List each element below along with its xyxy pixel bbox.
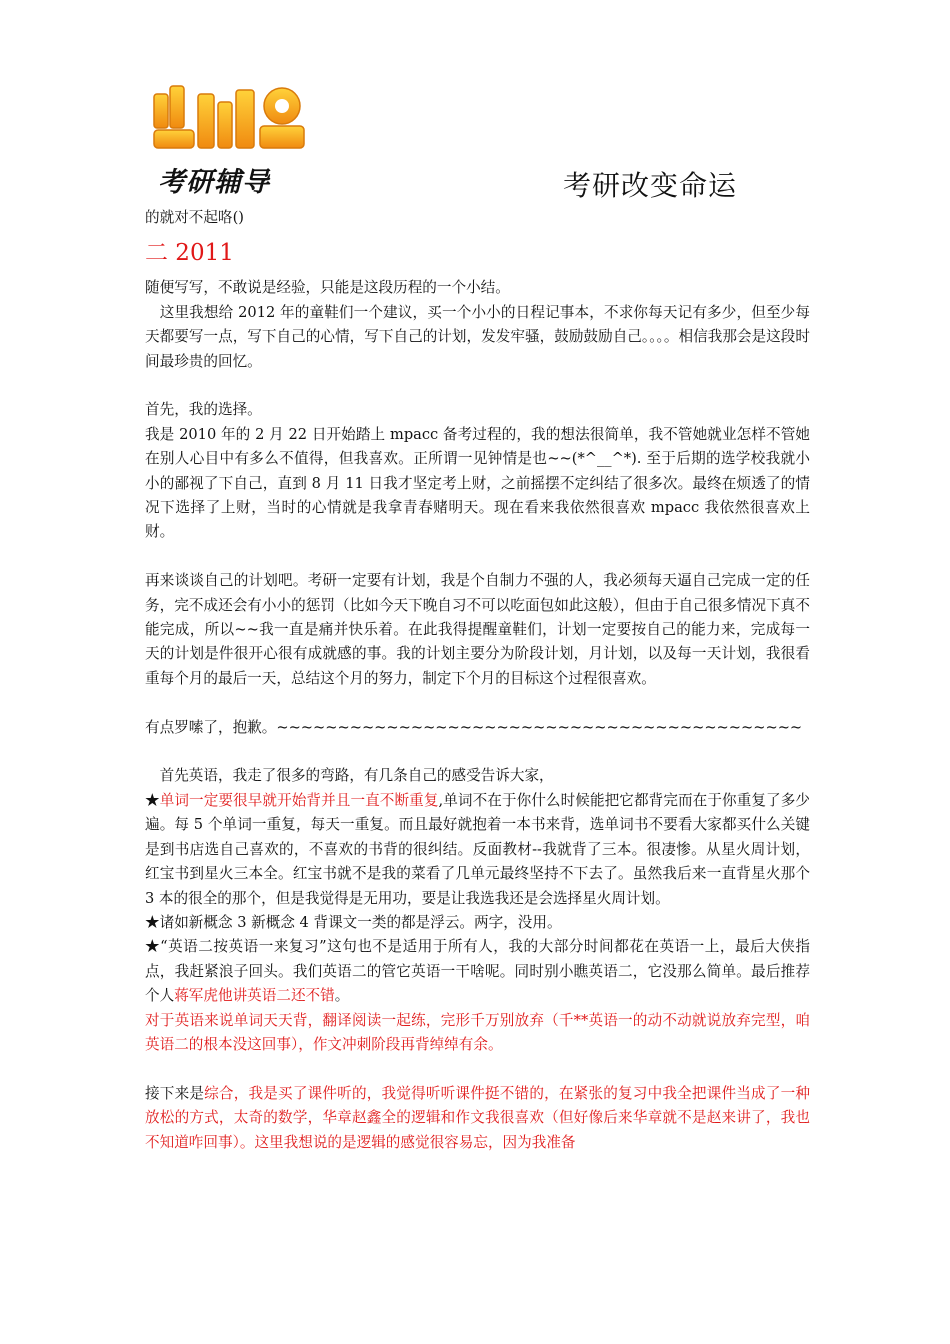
paragraph-8-rest: ,单词不在于你什么时候能把它都背完而在于你重复了多少遍。每 5 个单词一重复，每天一重复。而且最好就抱着一本书来背，选单词书不要看大家都买什么关键是到书店选自己喜欢的，不喜欢的书背的很纠结。反面教材--我就背了三本。很凄惨。从星火周计划，红宝书到星火三本全。红宝书就不是我的菜看了几单元最终坚持不下去了。虽然我后来一直背星火那个 3 本的很全的那个，但是我觉得是无用功，要是让我选我还是会选择星火周计划。 [145,791,810,907]
star-bullet: ★ [145,791,160,809]
slogan: 考研改变命运 [563,169,738,202]
paragraph-10 [145,935,810,1008]
document-body [145,206,810,1155]
paragraph-12-pre: 接下来是 [145,1084,205,1102]
paragraph-9: ★诸如新概念 3 新概念 4 背课文一类的都是浮云。两字，没用。 [145,913,562,931]
paragraph-10-end: 。 [334,987,350,1005]
paragraph-8 [145,789,810,911]
paragraph-11: 对于英语来说单词天天背，翻译阅读一起练，完形千万别放弃（千**英语一的动不动就说放弃完型，咱英语二的根本没这回事），作文冲刺阶段再背绰绰有余。 [145,1011,810,1053]
logo-subtitle: 考研辅导 [158,167,270,198]
paragraph-7: 首先英语，我走了很多的弯路，有几条自己的感受告诉大家， [145,767,554,785]
paragraph-2: 这里我想给 2012 年的童鞋们一个建议，买一个小小的日程记事本，不求你每天记有多少，但至少每天都要写一点，写下自己的心情，写下自己的计划，发发牢骚，鼓励鼓励自己。。。。相信我那会是这段时间最珍贵的回忆。 [145,303,810,370]
intro-line: 的就对不起咯() [145,209,244,226]
paragraph-3: 首先，我的选择。 [145,401,262,419]
paragraph-12 [145,1082,810,1155]
kaicheng-logo [148,80,308,200]
logo-mark-icon [148,80,308,158]
paragraph-4: 我是 2010 年的 2 月 22 日开始踏上 mpacc 备考过程的，我的想法很简单，我不管她就业怎样不管她在别人心目中有多么不值得，但我喜欢。正所谓一见钟情是也~~(*^__^*). 至于后期的选学校我就小小的鄙视了下自己，直到 8 月 11 日我才坚定考上财，之前摇摆不定纠结了很多次。最终在烦透了的情况下选择了上财，当时的心情就是我拿青春赌明天。现在看来我依然很喜欢 mpacc 我依然很喜欢上财。 [145,425,810,541]
paragraph-10-text: ★“英语二按英语一来复习”这句也不是适用于所有人，我的大部分时间都花在英语一上，最后大侠指点，我赶紧浪子回头。我们英语二的管它英语一干啥呢。同时别小瞧英语二，它没那么简单。最后推荐个人 [145,938,810,1005]
section-heading: 二 2011 [145,240,234,267]
paragraph-6: 有点罗嗦了，抱歉。~~~~~~~~~~~~~~~~~~~~~~~~~~~~~~~~~~~~~~~~~~~ [145,718,803,736]
highlight-text: 蒋军虎他讲英语二还不错 [174,987,335,1005]
paragraph-5: 再来谈谈自己的计划吧。考研一定要有计划，我是个自制力不强的人，我必须每天逼自己完成一定的任务，完不成还会有小小的惩罚（比如今天下晚自习不可以吃面包如此这般），但由于自己很多情况下真不能完成，所以~~我一直是痛并快乐着。在此我得提醒童鞋们，计划一定要按自己的能力来，完成每一天的计划是件很开心很有成就感的事。我的计划主要分为阶段计划，月计划，以及每一天计划，我很看重每个月的最后一天，总结这个月的努力，制定下个月的目标这个过程很喜欢。 [145,572,810,687]
highlight-text: 单词一定要很早就开始背并且一直不断重复 [159,791,439,809]
paragraph-1: 随便写写，不敢说是经验，只能是这段历程的一个小结。 [145,279,510,297]
highlight-text: 综合，我是买了课件听的，我觉得听听课件挺不错的，在紧张的复习中我全把课件当成了一种放松的方式，太奇的数学，华章赵鑫全的逻辑和作文我很喜欢（但好像后来华章就不是赵来讲了，我也不知道咋回事）。这里我想说的是逻辑的感觉很容易忘，因为我准备 [145,1084,810,1151]
